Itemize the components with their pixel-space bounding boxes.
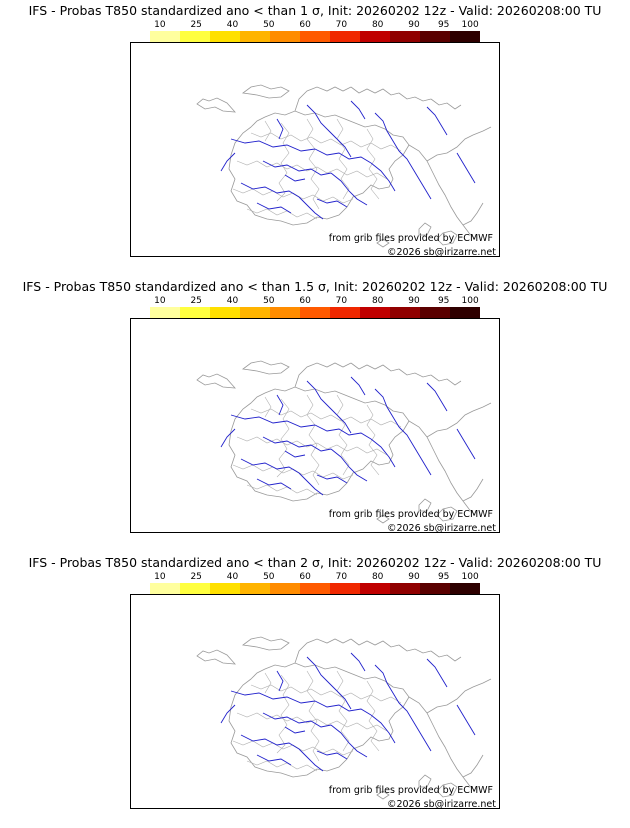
ecmwf-credit-3: from grib files provided by ECMWF: [328, 785, 493, 796]
colorbar-tick-80: 80: [371, 572, 384, 582]
colorbar-tick-90: 90: [408, 20, 420, 30]
colorbar-swatch: [240, 583, 270, 594]
colorbar-tick-40: 40: [226, 20, 239, 30]
colorbar-swatch: [300, 583, 330, 594]
copyright-2: ©2026 sb@irizarre.net: [386, 523, 496, 534]
colorbar-tick-40: 40: [226, 572, 239, 582]
map-holder-2: [130, 318, 500, 533]
colorbar-swatch: [270, 583, 300, 594]
colorbar-tick-50: 50: [263, 572, 275, 582]
map-canvas-2[interactable]: [130, 318, 500, 533]
map-panel-1: [0, 0, 630, 276]
map-canvas-1[interactable]: [130, 42, 500, 257]
colorbar-swatch: [390, 307, 420, 318]
colorbar-tick-10: 10: [154, 20, 166, 30]
colorbar-swatch: [360, 583, 390, 594]
map-holder-1: [130, 42, 500, 257]
colorbar-tick-25: 25: [190, 296, 202, 306]
map-canvas-3[interactable]: [130, 594, 500, 809]
colorbar-gradient-3: [150, 583, 480, 594]
colorbar-swatch: [420, 307, 450, 318]
colorbar-swatch: [210, 583, 240, 594]
colorbar-swatch: [360, 31, 390, 42]
colorbar-gradient-1: [150, 31, 480, 42]
colorbar-2: [150, 296, 480, 318]
colorbar-swatch: [450, 31, 480, 42]
colorbar-swatch: [150, 583, 180, 594]
map-holder-3: [130, 594, 500, 809]
colorbar-tick-95: 95: [437, 572, 450, 582]
colorbar-swatch: [450, 583, 480, 594]
colorbar-tick-60: 60: [299, 572, 311, 582]
colorbar-swatch: [180, 31, 210, 42]
colorbar-tick-100: 100: [461, 296, 479, 306]
colorbar-swatch: [180, 583, 210, 594]
colorbar-tick-90: 90: [408, 572, 420, 582]
colorbar-tick-70: 70: [335, 572, 348, 582]
colorbar-tick-50: 50: [263, 20, 275, 30]
colorbar-swatch: [150, 31, 180, 42]
colorbar-tick-50: 50: [263, 296, 275, 306]
colorbar-swatch: [240, 307, 270, 318]
panel-title-3: IFS - Probas T850 standardized ano < than 2 σ, Init: 20260202 12z - Valid: 20260208:00 TU: [28, 555, 602, 570]
colorbar-tick-60: 60: [299, 296, 311, 306]
ecmwf-credit-2: from grib files provided by ECMWF: [328, 509, 493, 520]
colorbar-swatch: [330, 31, 360, 42]
colorbar-swatch: [300, 31, 330, 42]
colorbar-swatch: [210, 307, 240, 318]
colorbar-tick-80: 80: [371, 296, 384, 306]
colorbar-tick-70: 70: [335, 296, 348, 306]
copyright-3: ©2026 sb@irizarre.net: [386, 799, 496, 810]
colorbar-swatch: [390, 583, 420, 594]
colorbar-tick-25: 25: [190, 20, 202, 30]
colorbar-swatch: [270, 307, 300, 318]
ecmwf-credit-1: from grib files provided by ECMWF: [328, 233, 493, 244]
colorbar-tick-100: 100: [461, 572, 479, 582]
colorbar-labels-3: [150, 572, 480, 583]
map-panel-3: [0, 552, 630, 828]
colorbar-tick-95: 95: [437, 296, 450, 306]
colorbar-tick-80: 80: [371, 20, 384, 30]
panel-title-2: IFS - Probas T850 standardized ano < than 1.5 σ, Init: 20260202 12z - Valid: 20260208:00 TU: [22, 279, 608, 294]
colorbar-3: [150, 572, 480, 594]
colorbar-swatch: [360, 307, 390, 318]
colorbar-swatch: [180, 307, 210, 318]
colorbar-tick-40: 40: [226, 296, 239, 306]
colorbar-tick-10: 10: [154, 296, 166, 306]
colorbar-swatch: [420, 31, 450, 42]
colorbar-tick-25: 25: [190, 572, 202, 582]
colorbar-swatch: [300, 307, 330, 318]
colorbar-swatch: [270, 31, 300, 42]
colorbar-swatch: [330, 307, 360, 318]
colorbar-gradient-2: [150, 307, 480, 318]
map-panel-2: [0, 276, 630, 552]
colorbar-1: [150, 20, 480, 42]
colorbar-labels-2: [150, 296, 480, 307]
colorbar-tick-100: 100: [461, 20, 479, 30]
colorbar-swatch: [210, 31, 240, 42]
colorbar-tick-60: 60: [299, 20, 311, 30]
colorbar-tick-90: 90: [408, 296, 420, 306]
colorbar-swatch: [150, 307, 180, 318]
copyright-1: ©2026 sb@irizarre.net: [386, 247, 496, 258]
colorbar-labels-1: [150, 20, 480, 31]
colorbar-tick-10: 10: [154, 572, 166, 582]
colorbar-swatch: [330, 583, 360, 594]
colorbar-tick-70: 70: [335, 20, 348, 30]
colorbar-tick-95: 95: [437, 20, 450, 30]
colorbar-swatch: [450, 307, 480, 318]
panel-title-1: IFS - Probas T850 standardized ano < than 1 σ, Init: 20260202 12z - Valid: 20260208:00 TU: [28, 3, 602, 18]
colorbar-swatch: [390, 31, 420, 42]
colorbar-swatch: [420, 583, 450, 594]
colorbar-swatch: [240, 31, 270, 42]
